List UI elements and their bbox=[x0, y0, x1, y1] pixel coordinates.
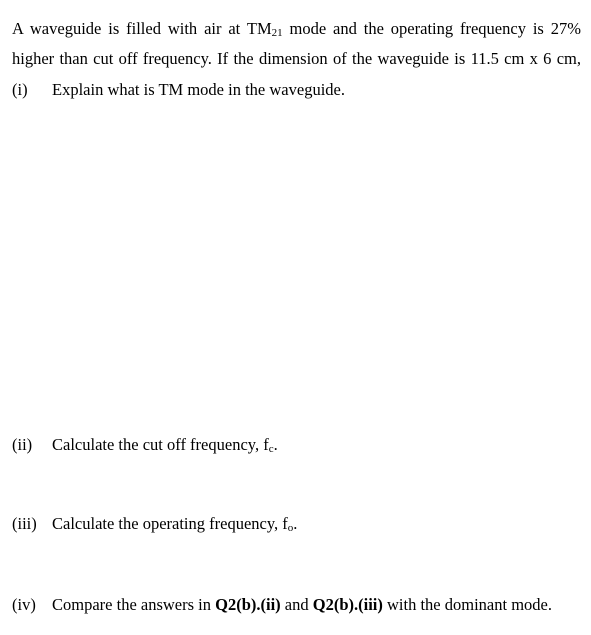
part-text bbox=[52, 514, 297, 534]
intro-line-1 bbox=[12, 19, 581, 39]
intro-text-2: higher than cut off frequency. If the dimension of the waveguide is 11.5 cm x 6 cm, bbox=[12, 49, 581, 68]
question-part-ii bbox=[12, 435, 278, 455]
part-text-b: . bbox=[273, 435, 278, 454]
part-number: (iii) bbox=[12, 514, 37, 533]
part-text-a: Calculate the cut off frequency, f bbox=[52, 435, 269, 454]
part-text-b: . bbox=[293, 514, 298, 533]
part-text-b: and bbox=[280, 595, 313, 614]
intro-text-1a: A waveguide is filled with air at TM bbox=[12, 19, 272, 38]
mode-subscript: 21 bbox=[271, 27, 283, 39]
part-text bbox=[52, 435, 278, 455]
intro-line-2 bbox=[12, 49, 581, 69]
part-number: (ii) bbox=[12, 435, 33, 454]
cutoff-subscript: c bbox=[268, 443, 274, 455]
question-part-iii bbox=[12, 514, 297, 534]
part-text: Explain what is TM mode in the waveguide. bbox=[52, 80, 345, 99]
question-reference-1: Q2(b).(ii) bbox=[215, 595, 281, 614]
question-reference-2: Q2(b).(iii) bbox=[312, 595, 383, 614]
part-number: (iv) bbox=[12, 595, 36, 614]
question-part-iv bbox=[12, 595, 552, 615]
question-part-i bbox=[12, 80, 345, 100]
intro-text-1b: mode and the operating frequency is 27% bbox=[282, 19, 581, 38]
part-text-a: Calculate the operating frequency, f bbox=[52, 514, 288, 533]
part-number: (i) bbox=[12, 80, 28, 99]
part-text bbox=[52, 595, 552, 615]
part-text-a: Compare the answers in bbox=[52, 595, 216, 614]
part-text-c: with the dominant mode. bbox=[382, 595, 552, 614]
operating-subscript: o bbox=[287, 522, 294, 534]
